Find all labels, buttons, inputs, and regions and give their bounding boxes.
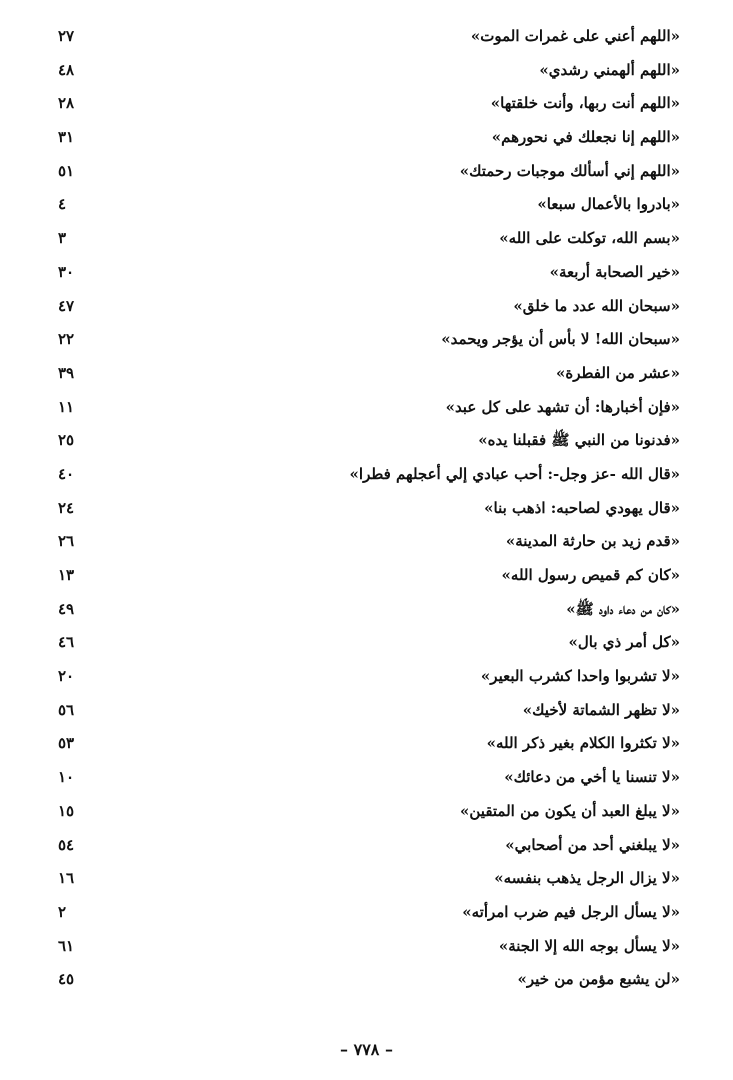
index-row	[40, 694, 680, 728]
hadith-text: «لا يسأل الرجل فيم ضرب امرأته»	[462, 902, 680, 921]
index-row	[40, 761, 680, 795]
hadith-text: «لا يسأل بوجه الله إلا الجنة»	[498, 936, 680, 955]
index-row	[40, 626, 680, 660]
page-reference: ٣٩	[58, 363, 75, 382]
page-reference: ٤٠	[58, 464, 75, 483]
index-row	[40, 222, 680, 256]
index-row	[40, 188, 680, 222]
index-row	[40, 525, 680, 559]
index-row	[40, 963, 680, 997]
index-row	[40, 727, 680, 761]
page-reference: ٢٤	[58, 498, 75, 517]
index-row	[40, 256, 680, 290]
page-reference: ٥٦	[58, 700, 75, 719]
hadith-text: «لا تشربوا واحدا كشرب البعير»	[480, 667, 680, 686]
hadith-text: «قال يهودي لصاحبه: اذهب بنا»	[484, 498, 680, 517]
page-reference: ٤٥	[58, 970, 75, 989]
index-row	[40, 290, 680, 324]
hadith-text: «لا تظهر الشماتة لأخيك»	[522, 700, 680, 719]
index-row	[40, 323, 680, 357]
index-row	[40, 559, 680, 593]
page-reference: ٦١	[58, 936, 75, 955]
hadith-text: «لا يبلغ العبد أن يكون من المتقين»	[460, 801, 680, 820]
index-row	[40, 121, 680, 155]
hadith-text: «قال الله -عز وجل-: أحب عبادي إلي أعجلهم فطرا»	[349, 464, 680, 483]
index-row	[40, 862, 680, 896]
hadith-text: «بادروا بالأعمال سبعا»	[537, 195, 680, 214]
hadith-text: «عشر من الفطرة»	[555, 363, 680, 382]
index-row	[40, 593, 680, 627]
hadith-text: «اللهم إني أسألك موجبات رحمتك»	[459, 161, 680, 180]
hadith-index-list	[40, 20, 680, 997]
index-row	[40, 829, 680, 863]
page-reference: ٢٧	[58, 27, 75, 45]
hadith-text: «لن يشبع مؤمن من خير»	[517, 970, 680, 989]
page-reference: ٢٢	[58, 330, 75, 349]
page-reference: ٢	[58, 902, 67, 921]
hadith-text: «اللهم ألهمني رشدي»	[539, 60, 680, 79]
hadith-text: «فإن أخبارها: أن تشهد على كل عبد»	[445, 397, 680, 416]
page-reference: ٤٩	[58, 599, 75, 618]
index-row	[40, 54, 680, 88]
index-row	[40, 458, 680, 492]
page-reference: ٤	[58, 195, 67, 214]
page-reference: ١٠	[58, 768, 75, 787]
hadith-text: «لا يبلغني أحد من أصحابي»	[505, 835, 680, 854]
hadith-text: «بسم الله، توكلت على الله»	[499, 229, 680, 248]
hadith-text: «كل أمر ذي بال»	[568, 633, 680, 652]
page-reference: ٥١	[58, 161, 75, 180]
index-row	[40, 155, 680, 189]
page-reference: ٢٦	[58, 532, 75, 551]
hadith-text: «قدم زيد بن حارثة المدينة»	[505, 532, 680, 551]
footer-page-number: – ٧٧٨ –	[340, 1040, 393, 1059]
hadith-text: «سبحان الله عدد ما خلق»	[513, 296, 680, 315]
hadith-text: «اللهم إنا نجعلك في نحورهم»	[491, 128, 680, 147]
page-reference: ٤٧	[58, 296, 75, 315]
index-row	[40, 20, 680, 54]
index-row	[40, 896, 680, 930]
hadith-text: «سبحان الله! لا بأس أن يؤجر ويحمد»	[441, 330, 680, 349]
index-row	[40, 87, 680, 121]
hadith-text: «اللهم أنت ربها، وأنت خلقتها»	[490, 94, 680, 113]
page-reference: ١٦	[58, 869, 75, 888]
index-row	[40, 424, 680, 458]
hadith-text: «كان من دعاء داود ﷺ»	[566, 599, 680, 618]
index-row	[40, 357, 680, 391]
page-reference: ٤٨	[58, 60, 75, 79]
page-reference: ١٥	[58, 801, 75, 820]
index-row	[40, 930, 680, 964]
index-row	[40, 660, 680, 694]
page-reference: ٥٣	[58, 734, 75, 753]
hadith-text: «اللهم أعني على غمرات الموت»	[470, 27, 680, 45]
page-reference: ٥٤	[58, 835, 75, 854]
hadith-text: «كان كم قميص رسول الله»	[501, 566, 680, 584]
hadith-text: «لا يزال الرجل يذهب بنفسه»	[494, 869, 680, 888]
index-row	[40, 492, 680, 526]
page-reference: ٤٦	[58, 633, 75, 652]
page-reference: ٢٥	[58, 431, 75, 450]
index-row	[40, 391, 680, 425]
index-row	[40, 795, 680, 829]
page-reference: ١١	[58, 397, 75, 416]
hadith-text: «فدنونا من النبي ﷺ فقبلنا يده»	[478, 431, 680, 450]
page-reference: ٢٠	[58, 667, 75, 686]
hadith-text: «خير الصحابة أربعة»	[549, 262, 680, 281]
page-reference: ٣٠	[58, 262, 75, 281]
page-reference: ٣١	[58, 128, 75, 147]
page-reference: ١٣	[58, 566, 75, 584]
page-reference: ٣	[58, 229, 67, 248]
hadith-text: «لا تنسنا يا أخي من دعائك»	[504, 768, 680, 787]
page-reference: ٢٨	[58, 94, 75, 113]
hadith-text: «لا تكثروا الكلام بغير ذكر الله»	[486, 734, 680, 753]
